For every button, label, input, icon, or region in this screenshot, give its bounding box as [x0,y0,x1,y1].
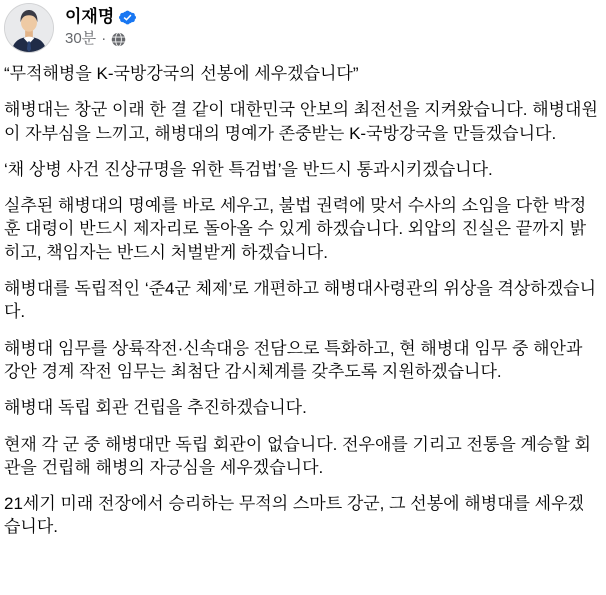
post-paragraph: 실추된 해병대의 명예를 바로 세우고, 불법 권력에 맞서 수사의 소임을 다한 박정훈 대령이 반드시 제자리로 돌아올 수 있게 하겠습니다. 외압의 진실은 끝까지 밝히고, 책임자는 반드시 처벌받게 하겠습니다. [4,196,587,262]
post-body [0,53,606,539]
timestamp-row [65,31,136,47]
post-paragraph: 해병대는 창군 이래 한 결 같이 대한민국 안보의 최전선을 지켜왔습니다. 해병대원이 자부심을 느끼고, 해병대의 명예가 존중받는 K-국방강국을 만들겠습니다. [4,100,598,143]
author-name[interactable]: 이재명 [65,7,115,26]
post-paragraph: 해병대를 독립적인 ‘준4군 체제’로 개편하고 해병대사령관의 위상을 격상하겠습니다. [4,279,596,322]
post-paragraph: ‘채 상병 사건 진상규명을 위한 특검법’을 반드시 통과시키겠습니다. [4,159,493,179]
author-row [65,7,136,27]
post-paragraph: 해병대 임무를 상륙작전·신속대응 전담으로 특화하고, 현 해병대 임무 중 해안과 강안 경계 작전 임무는 최첨단 감시체계를 갖추도록 지원하겠습니다. [4,338,583,381]
timestamp[interactable]: 30분 [65,30,97,47]
post-header [0,0,606,53]
post-paragraph: 21세기 미래 전장에서 승리하는 무적의 스마트 강군, 그 선봉에 해병대를 세우겠습니다. [4,494,584,537]
dot-separator: · [101,30,107,47]
post-paragraph: “무적해병을 K-국방강국의 선봉에 세우겠습니다” [4,64,359,83]
post-paragraph: 현재 각 군 중 해병대만 독립 회관이 없습니다. 전우애를 기리고 전통을 계승할 회관을 건립해 해병의 자긍심을 세우겠습니다. [4,434,591,477]
avatar-portrait [5,4,53,52]
verified-badge-icon [119,9,136,26]
post-paragraph: 해병대 독립 회관 건립을 추진하겠습니다. [4,398,307,418]
globe-public-icon [111,32,126,47]
avatar[interactable] [4,3,54,53]
header-meta [65,3,136,47]
